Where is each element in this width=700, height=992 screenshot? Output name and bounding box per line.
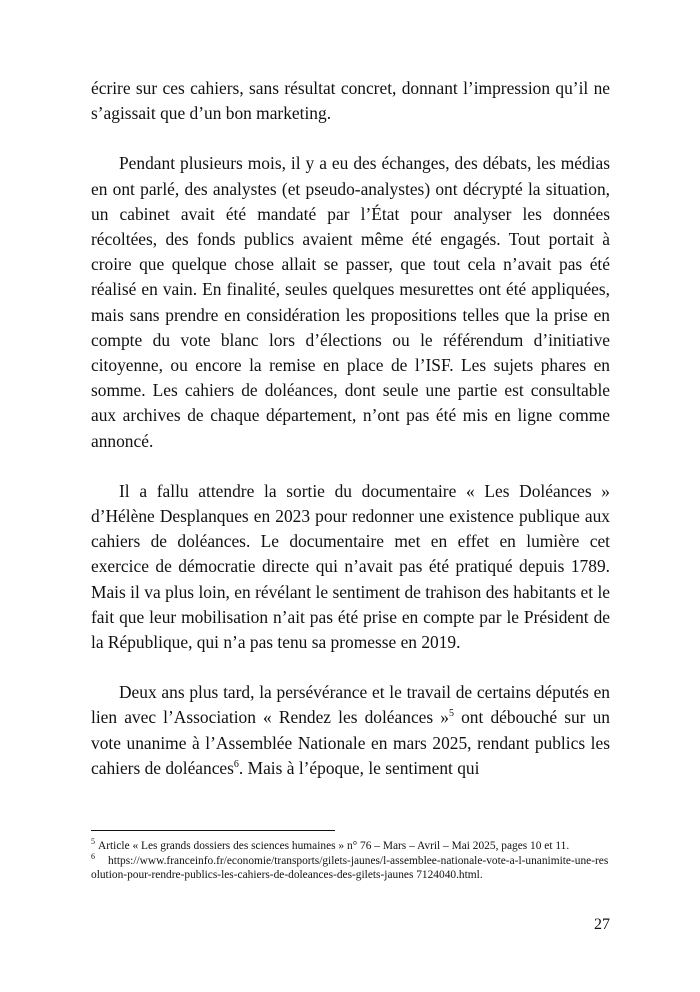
paragraph-2: Pendant plusieurs mois, il y a eu des échanges, des débats, les médias en ont parlé, des analystes (et pseudo-analystes) ont décrypté la situation, un cabinet avait été mandaté par l’État pour analyser les données récoltées, des fonds publics avaient même été engagés. Tout portait à croire que quelque chose allait se passer, que tout cela n’avait pas été réalisé en vain. En finalité, seules quelques mesurettes ont été appliquées, mais sans prendre en considération les propositions telles que la prise en compte du vote blanc lors d’élections ou le référendum d’initiative citoyenne, ou encore la remise en place de l’ISF. Les sujets phares en somme. Les cahiers de doléances, dont seule une partie est consultable aux archives de chaque département, n’ont pas été mis en ligne comme annoncé.: [91, 153, 610, 451]
footnote-ref-6[interactable]: 6: [233, 759, 239, 771]
paragraph-4: [91, 680, 610, 781]
footnotes: [91, 830, 610, 883]
paragraph-1: écrire sur ces cahiers, sans résultat concret, donnant l’impression qu’il ne s’agissait que d’un bon marketing.: [91, 78, 610, 124]
footnote-6-mark: 6: [91, 851, 95, 861]
footnote-6: [91, 851, 610, 883]
footnote-5-mark: 5: [91, 837, 95, 847]
paragraph-4-part-1: Deux ans plus tard, la persévérance et le travail de certains députés en lien avec l’Association « Rendez les doléances »: [91, 682, 610, 728]
paragraph-3: Il a fallu attendre la sortie du documentaire « Les Doléances » d’Hélène Desplanques en 2023 pour redonner une existence publique aux cahiers de doléances. Le documentaire met en effet en lumière cet exercice de démocratie directe qui n’avait pas été pratiqué depuis 1789. Mais il va plus loin, en révélant le sentiment de trahison des habitants et le fait que leur mobilisation n’ait pas été prise en compte par le Président de la République, qui n’a pas tenu sa promesse en 2019.: [91, 480, 610, 653]
paragraph-4-part-3: . Mais à l’époque, le sentiment qui: [238, 757, 480, 778]
footnote-5-text: Article « Les grands dossiers des sciences humaines » n° 76 – Mars – Avril – Mai 2025, pages 10 et 11.: [98, 840, 570, 852]
page-body: [91, 76, 610, 781]
footnote-5: [91, 839, 610, 854]
footnote-divider: [91, 830, 335, 831]
footnote-6-link[interactable]: https://www.franceinfo.fr/economie/transports/gilets-jaunes/l-assemblee-nationale-vote-a-l-unanimite-une-resolution-pour-rendre-publics-les-cahiers-de-doleances-des-gilets-jaunes 7124040.html.: [91, 854, 609, 882]
paragraph-4-part-2: ont débouché sur un vote unanime à l’Assemblée Nationale en mars 2025, rendant publics les cahiers de doléances: [91, 707, 610, 778]
page-number: 27: [594, 916, 610, 933]
footnote-ref-5[interactable]: 5: [448, 708, 454, 720]
